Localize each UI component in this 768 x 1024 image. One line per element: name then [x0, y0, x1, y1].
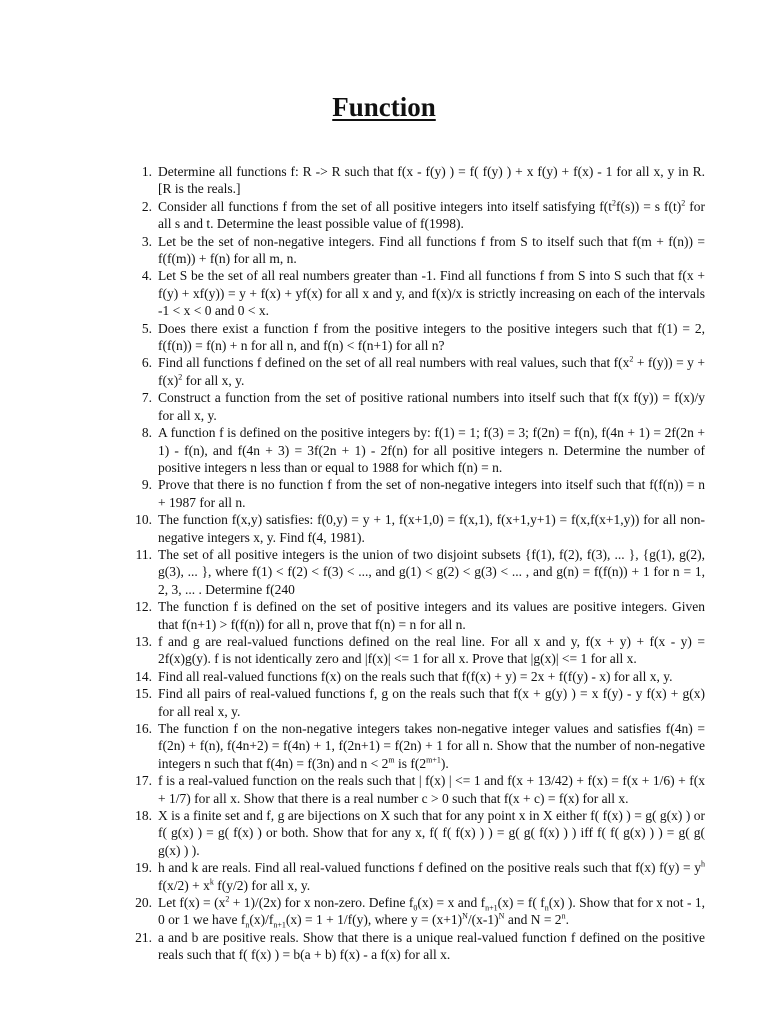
problem-text: Let be the set of non-negative integers. Find all functions f from S to itself such that f(m + f(n)) = f(f(m)) + f(n) for all m, n. [158, 233, 705, 267]
problem-text: Find all pairs of real-valued functions f, g on the reals such that f(x + g(y) ) = x f(y) - y f(x) + g(x) for all real x, y. [158, 686, 705, 719]
problem-number: 7. [141, 390, 152, 406]
problem-number: 2. [141, 198, 152, 214]
problem-text: The set of all positive integers is the union of two disjoint subsets {f(1), f(2), f(3), ... }, {g(1), g(2), g(3), ... }, where f(1) < f(2) < f(3) < ..., and g(1) < g(2) < g(3) < ... , and g(n) = f(f(n)) + 1 for n = 1, 2, 3, ... . Determine f(240 [158, 546, 705, 597]
problem-number: 11. [135, 546, 152, 562]
problem-item [120, 633, 705, 668]
problem-item [120, 354, 705, 389]
problem-item [120, 807, 705, 859]
problem-number: 18. [135, 808, 152, 824]
problem-text: h and k are reals. Find all real-valued functions f defined on the positive reals such that f(x) $f(y) = y^h$ $f(x/2) + x^k$ f(y/2) for all x, y. [158, 859, 705, 893]
problem-text: Find all functions f defined on the set of all real numbers with real values, such that $f(x^2 + f(y)) = y + f(x)^2$ for all x, y. [158, 354, 705, 388]
problem-number: 12. [135, 599, 152, 615]
problem-text: Let $f(x) = (x^2 + 1)/(2x)$ for x non-zero. Define $f_0(x) = x$ and $f_{n+1}(x) = f$( $f_n(x)$ ). Show that for x not - 1, 0 or 1 we have $f_n(x)/f_{n+1}(x) = 1 + 1/f(y)$, where $y = (x+1)^N/(x-1)^N$ and $N = 2^n$. [158, 894, 706, 931]
problem-number: 10. [135, 512, 152, 528]
problem-text: The function f on the non-negative integers takes non-negative integer values and satisfies f(4n) = f(2n) + f(n), f(4n+2) = f(4n) + 1, f(2n+1) = f(2n) + 1 for all n. Show that the number of non-negative integers n such that f(4n) = f(3n) and $n < 2^m$ is $f(2^{m+1})$. [158, 721, 705, 771]
problem-text: X is a finite set and f, g are bijections on X such that for any point x in X either f( f(x) ) = g( g(x) ) or f( g(x) ) = g( f(x) ) or both. Show that for any x, f( f( f(x) ) ) = g( g( f(x) ) ) iff f( f( g(x) ) ) = g( g( g(x) ) ). [158, 808, 705, 858]
problem-text: a and b are positive reals. Show that there is a unique real-valued function f defined on the positive reals such that f( f(x) ) = b(a + b) f(x) - a f(x) for all x. [158, 929, 705, 963]
problem-number: 13. [135, 633, 152, 649]
problem-item [120, 511, 705, 546]
problem-number: 9. [141, 477, 152, 493]
problem-text: The function f is defined on the set of positive integers and its values are positive integers. Given that f(n+1) > f(f(n)) for all n, prove that f(n) = n for all n. [158, 599, 705, 632]
problem-item [120, 598, 705, 633]
problem-number: 16. [135, 721, 152, 736]
problem-text: f is a real-valued function on the reals such that | f(x) | <= 1 and f(x + 13/42) + f(x) = f(x + 1/6) + f(x + 1/7) for all x. Show that there is a real number c > 0 such that f(x + c) = f(x) for all x. [158, 773, 705, 806]
problem-number: 6. [141, 355, 152, 371]
problem-number: 19. [135, 860, 152, 876]
problem-text: Prove that there is no function f from the set of non-negative integers into itself such that f(f(n)) = n + 1987 for all n. [158, 477, 705, 510]
problem-text: Determine all functions f: R -> R such that f(x - f(y) ) = f( f(y) ) + x f(y) + f(x) - 1 for all x, y in R. [R is the reals.] [158, 164, 705, 197]
problem-item [120, 267, 705, 319]
problem-number: 3. [141, 233, 152, 249]
problem-number: 8. [141, 425, 152, 441]
problem-number: 21. [135, 929, 152, 945]
problem-text: The function f(x,y) satisfies: f(0,y) = y + 1, f(x+1,0) = f(x,1), f(x+1,y+1) = f(x,f(x+1,y)) for all non-negative integers x, y. Find f(4, 1981). [158, 512, 705, 545]
problem-text: f and g are real-valued functions defined on the real line. For all x and y, f(x + y) + f(x - y) = 2f(x)g(y). f is not identically zero and |f(x)| <= 1 for all x. Prove that |g(x)| <= 1 for all x. [158, 633, 705, 667]
problem-item [120, 546, 705, 598]
problem-text: Consider all functions f from the set of all positive integers into itself satisfying $f(t^2f(s)) = s$ $f(t)^2$ for all s and t. Determine the least possible value of f(1998). [158, 198, 705, 232]
problem-number: 1. [141, 164, 152, 179]
problem-item [120, 389, 705, 424]
problem-item [120, 198, 705, 233]
problem-number: 17. [135, 773, 152, 789]
problem-item [120, 476, 705, 511]
problem-text: Does there exist a function f from the positive integers to the positive integers such that f(1) = 2, f(f(n)) = f(n) + n for all n, and f(n) < f(n+1) for all n? [158, 320, 705, 354]
problem-number: 15. [135, 686, 152, 702]
problem-item [120, 929, 705, 964]
problem-item [120, 685, 705, 720]
problem-text: Find all real-valued functions f(x) on the reals such that f(f(x) + y) = 2x + f(f(y) - x) for all x, y. [158, 668, 673, 684]
problem-item [120, 668, 705, 685]
problem-item [120, 720, 705, 772]
problem-number: 14. [135, 668, 152, 684]
problem-number: 20. [135, 895, 152, 911]
problem-item [120, 772, 705, 807]
problem-list [120, 163, 705, 964]
problem-item [120, 163, 705, 198]
problem-item [120, 424, 705, 476]
problem-item [120, 859, 705, 894]
problem-number: 5. [141, 320, 152, 336]
problem-text: A function f is defined on the positive integers by: f(1) = 1; f(3) = 3; f(2n) = f(n), f(4n + 1) = 2f(2n + 1) - f(n), and f(4n + 3) = 3f(2n + 1) - 2f(n) for all positive integers n. Determine the number of positive integers n less than or equal to 1988 for which f(n) = n. [158, 425, 705, 475]
page-title: Function [332, 92, 436, 122]
problem-item [120, 894, 705, 929]
problem-text: Construct a function from the set of positive rational numbers into itself such that f(x f(y)) = f(x)/y for all x, y. [158, 390, 705, 423]
problem-text: Let S be the set of all real numbers greater than -1. Find all functions f from S into S such that f(x + f(y) + xf(y)) = y + f(x) + yf(x) for all x and y, and f(x)/x is strictly increasing on each of the intervals -1 < x < 0 and 0 < x. [158, 268, 705, 319]
problem-number: 4. [141, 268, 152, 284]
problem-item [120, 233, 705, 268]
problem-item [120, 320, 705, 355]
